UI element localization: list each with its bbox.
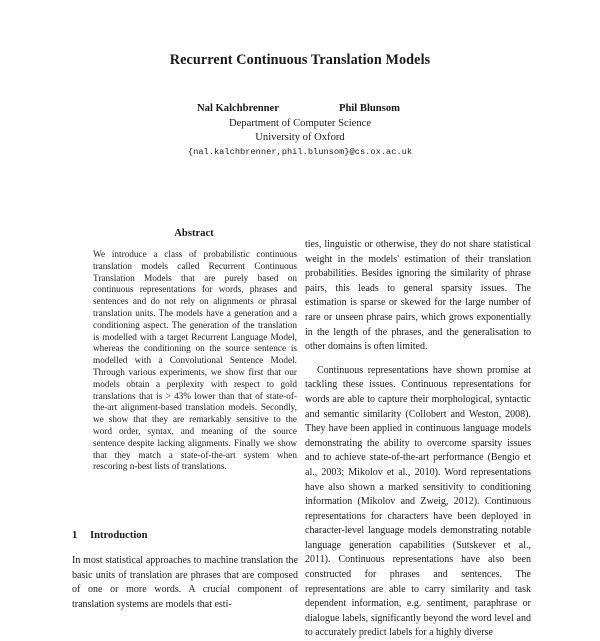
introduction-text: [72, 554, 298, 612]
paragraph: ties, linguistic or otherwise, they do not share statistical weight in the models' estimation of their translation probabilities. Besides ignoring the similarity of phrase pairs, this leads to general sparsity issues. The estimation is sparse or skewed for the large number of rare or unseen phrase pairs, which grows exponentially in the length of the phrases, and the generalisation to other domains is often limited.: [305, 239, 531, 353]
author-list: [0, 103, 600, 119]
paragraph: In most statistical approaches to machine translation the basic units of translation are phrases that are composed of one or more words. A crucial component of translation systems are models that esti-: [72, 555, 298, 610]
author-name: Nal Kalchbrenner: [197, 103, 279, 114]
section-number: 1: [72, 530, 78, 541]
section-title: Introduction: [90, 530, 148, 541]
department: Department of Computer Science: [228, 118, 372, 129]
author-email: {nal.kalchbrenner,phil.blunsom}@cs.ox.ac.uk: [187, 147, 413, 157]
abstract-heading: Abstract: [174, 228, 214, 239]
right-column: [305, 238, 531, 641]
section-heading: [72, 530, 148, 541]
university: University of Oxford: [255, 132, 345, 143]
author-name: Phil Blunsom: [339, 103, 400, 114]
paragraph: Continuous representations have shown promise at tackling these issues. Continuous representations for words are able to capture their morphological, syntactic and semantic similarity (Collobert and Weston, 2008). They have been applied in continuous language models demonstrating the ability to overcome sparsity issues and to achieve state-of-the-art performance (Bengio et al., 2003; Mikolov et al., 2010). Word representations have also shown a marked sensitivity to conditioning information (Mikolov and Zweig, 2012). Continuous representations for characters have been deployed in character-level language models demonstrating notable language generation capabilities (Sutskever et al., 2011). Continuous representations have also been constructed for phrases and sentences. The representations are able to carry similarity and task dependent information, e.g. sentiment, paraphrase or dialogue labels, significantly beyond the word level and to accurately predict labels for a highly diverse: [305, 364, 531, 639]
abstract-text: We introduce a class of probabilistic continuous translation models called Recurrent Continuous Translation Models that are purely based on continuous representations for words, phrases and sentences and do not rely on alignments or phrasal translation units. The models have a generation and a conditioning aspect. The generation of the translation is modelled with a target Recurrent Language Model, whereas the conditioning on the source sentence is modelled with a Convolutional Sentence Model. Through various experiments, we show first that our models obtain a perplexity with respect to gold translations that is > 43% lower than that of state-of-the-art alignment-based translation models. Secondly, we show that they are remarkably sensitive to the word order, syntax, and meaning of the source sentence despite lacking alignments. Finally we show that they match a state-of-the-art system when rescoring n-best lists of translations.: [93, 250, 297, 473]
paper-title: Recurrent Continuous Translation Models: [169, 52, 431, 68]
